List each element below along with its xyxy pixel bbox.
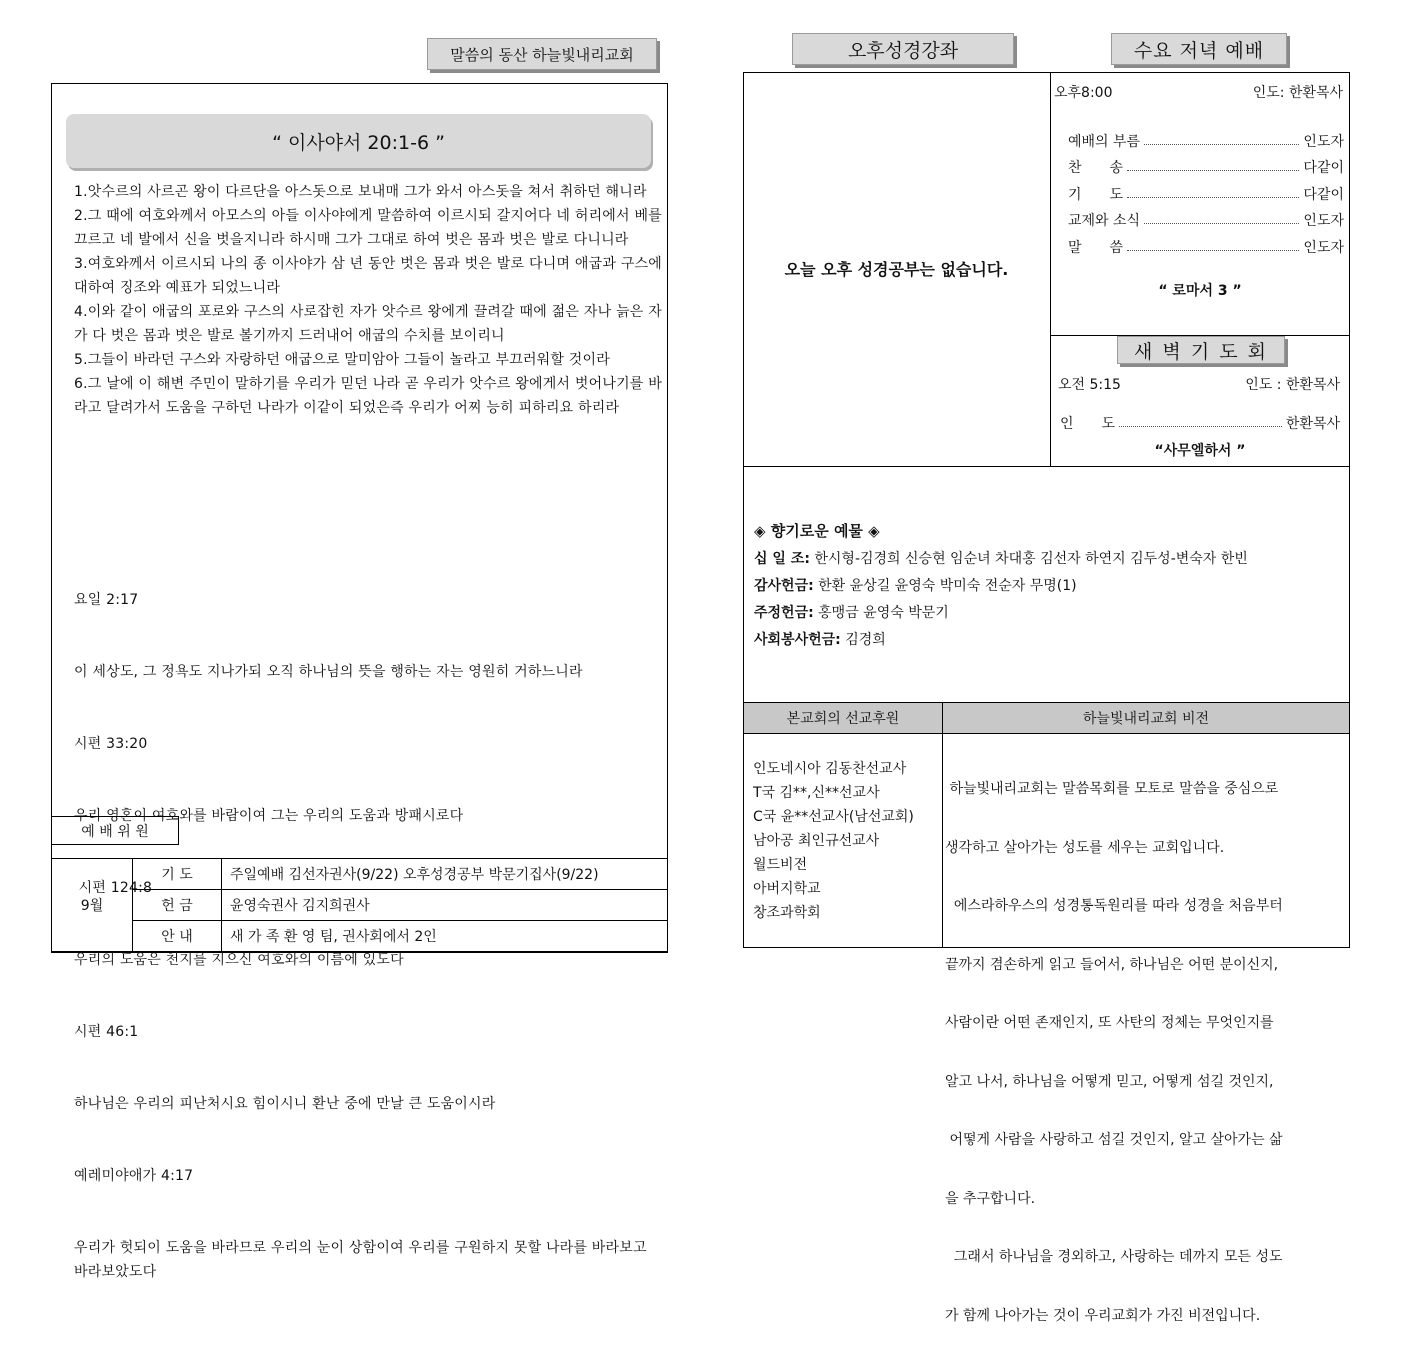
list-item: 월드비전 [753, 857, 808, 873]
order-item: 찬 송 다같이 [1068, 160, 1344, 176]
reference-citation: 예레미야애가 4:17 [74, 1168, 194, 1184]
vision-header: 하늘빛내리교회 비전 [943, 703, 1349, 733]
afternoon-study-title-text: 오후성경강좌 [847, 39, 959, 62]
missions-list [753, 757, 939, 925]
no-study-notice: 오늘 오후 성경공부는 없습니다. [784, 260, 1009, 279]
verse: 5.그들이 바라던 구스와 자랑하던 애굽으로 말미암아 그들이 놀라고 부끄러워할 것이라 [74, 352, 610, 368]
list-item: T국 김**,신**선교사 [753, 785, 880, 801]
verse: 4.이와 같이 애굽의 포로와 구스의 사로잡힌 자가 앗수르 왕에게 끌려갈 때에 젊은 자나 늙은 자가 다 벗은 몸과 벗은 발로 볼기까지 드러내어 애굽의 수치를 보이리니 [74, 304, 662, 344]
offering-row: 감사헌금: 한환 윤상길 윤영숙 박미숙 전순자 무명(1) [754, 578, 1077, 594]
role-cell: 안 내 [133, 921, 222, 952]
dawn-scripture: “사무엘하서 ” [1154, 443, 1246, 459]
reference-text: 우리의 도움은 천지를 지으신 여호와의 이름에 있도다 [74, 952, 404, 968]
committee-label: 예 배 위 원 [81, 823, 149, 840]
order-item: 예배의 부름 인도자 [1068, 133, 1344, 150]
verse: 6.그 날에 이 해변 주민이 말하기를 우리가 믿던 나라 곧 우리가 앗수르 왕에게서 벗어나기를 바라고 달려가서 도움을 구하던 나라가 이같이 되었은즉 우리가 어찌 능히 피하리요 하리라 [74, 376, 662, 416]
church-banner-text: 말씀의 동산 하늘빛내리교회 [450, 45, 634, 64]
dawn-prayer-title-text: 새 벽 기 도 회 [1134, 340, 1268, 363]
duty-cell: 새 가 족 환 영 팀, 권사회에서 2인 [222, 921, 668, 952]
order-item: 기 도 다같이 [1068, 186, 1344, 203]
role-cell: 기 도 [133, 859, 222, 890]
duty-cell: 윤영숙권사 김지희권사 [222, 890, 668, 921]
verse: 3.여호와께서 이르시되 나의 종 이사야가 삼 년 동안 벗은 몸과 벗은 발로 다니며 애굽과 구스에 대하여 징조와 예표가 되었느니라 [74, 256, 662, 296]
wednesday-order [1068, 124, 1344, 257]
role-cell: 헌 금 [133, 890, 222, 921]
wednesday-service-title [1111, 33, 1287, 65]
list-item: 남아공 최인규선교사 [753, 833, 880, 849]
order-item: 교제와 소식 인도자 [1068, 213, 1344, 229]
list-item: C국 윤**선교사(남선교회) [753, 809, 914, 825]
wednesday-service-title-text: 수요 저녁 예배 [1133, 39, 1265, 62]
table-row [52, 859, 668, 890]
offering-row: 십 일 조: 한시형-김경희 신승현 임순녀 차대홍 김선자 하연지 김두성-변숙자 한빈 [754, 551, 1248, 567]
reference-text: 우리가 헛되이 도움을 바라므로 우리의 눈이 상함이여 우리를 구원하지 못할 나라를 바라보고 바라보았도다 [74, 1240, 647, 1280]
dawn-lead-name: 한환목사 [1285, 415, 1340, 432]
verse-list [74, 180, 662, 420]
table-row [52, 890, 668, 921]
offering-row: 사회봉사헌금: 김경희 [754, 632, 886, 648]
reference-text: 우리 영혼이 여호와를 바람이여 그는 우리의 도움과 방패시로다 [74, 808, 464, 824]
reference-citation: 시편 33:20 [74, 736, 148, 752]
reference-citation: 시편 46:1 [74, 1024, 139, 1040]
verse: 1.앗수르의 사르곤 왕이 다르단을 아스돗으로 보내매 그가 와서 아스돗을 쳐서 취하던 해니라 [74, 184, 647, 200]
list-item: 창조과학회 [753, 905, 821, 921]
list-item: 아버지학교 [753, 881, 821, 897]
reference-text: 하나님은 우리의 피난처시요 힘이시니 환난 중에 만날 큰 도움이시라 [74, 1096, 496, 1112]
duty-cell: 주일예배 김선자권사(9/22) 오후성경공부 박문기집사(9/22) [222, 859, 668, 890]
scripture-title: “ 이사야서 20:1-6 ” [272, 131, 445, 154]
reference-text: 이 세상도, 그 정욕도 지나가되 오직 하나님의 뜻을 행하는 자는 영원히 거하느니라 [74, 664, 583, 680]
afternoon-study-title [792, 33, 1014, 65]
vision-text: 하늘빛내리교회는 말씀목회를 모토로 말씀을 중심으로 생각하고 살아가는 성도를 세우는 교회입니다. 에스라하우스의 성경통독원리를 따라 성경을 처음부터 끝까지 겸손하게 읽고 들어서, 하나님은 어떤 분이신지, 사람이란 어떤 존재인지, 또 사탄의 정체는 무엇인지를 알고 나서, 하나님을 어떻게 믿고, 어떻게 섬길 것인지, 어떻게 사람을 사랑하고 섬길 것인지, 알고 살아가는 삶 을 추구합니다. 그래서 하나님을 경외하고, 사랑하는 데까지 모든 성도 가 함께 나아가는 것이 우리교회가 가진 비전입니다. [945, 781, 1283, 1324]
scripture-title-bar [66, 114, 651, 168]
committee-label-box [51, 816, 179, 845]
table-row [52, 921, 668, 952]
dawn-lead-label: 인 도 [1060, 415, 1116, 432]
reference-citation: 시편 124:8 [74, 880, 153, 896]
order-item: 말 씀 인도자 [1068, 239, 1344, 256]
wednesday-time: 오후8:00 [1054, 85, 1113, 101]
dawn-lead-row [1060, 406, 1340, 433]
reference-citation: 요일 2:17 [74, 592, 139, 608]
offerings-title: ◈ 향기로운 예물 ◈ [754, 522, 880, 540]
list-item: 인도네시아 김동찬선교사 [753, 761, 907, 777]
dawn-leader: 인도 : 한환목사 [1245, 377, 1340, 393]
month-cell: 9월 [52, 859, 133, 952]
wednesday-scripture: “ 로마서 3 ” [1158, 283, 1242, 299]
offerings-list [754, 546, 1344, 654]
missions-header: 본교회의 선교후원 [744, 703, 942, 733]
verse: 2.그 때에 여호와께서 아모스의 아들 이사야에게 말씀하여 이르시되 갈지어다 네 허리에서 베를 끄르고 네 발에서 신을 벗을지니라 하시매 그가 그대로 하여 벗은 몸과 벗은 발로 다니니라 [74, 208, 662, 248]
church-banner [427, 38, 657, 70]
dawn-prayer-title [1117, 336, 1285, 364]
dawn-time: 오전 5:15 [1058, 377, 1121, 393]
offering-row: 주정헌금: 홍맹금 윤영숙 박문기 [754, 605, 949, 621]
wednesday-leader: 인도: 한환목사 [1252, 85, 1343, 101]
committee-table [51, 858, 668, 952]
